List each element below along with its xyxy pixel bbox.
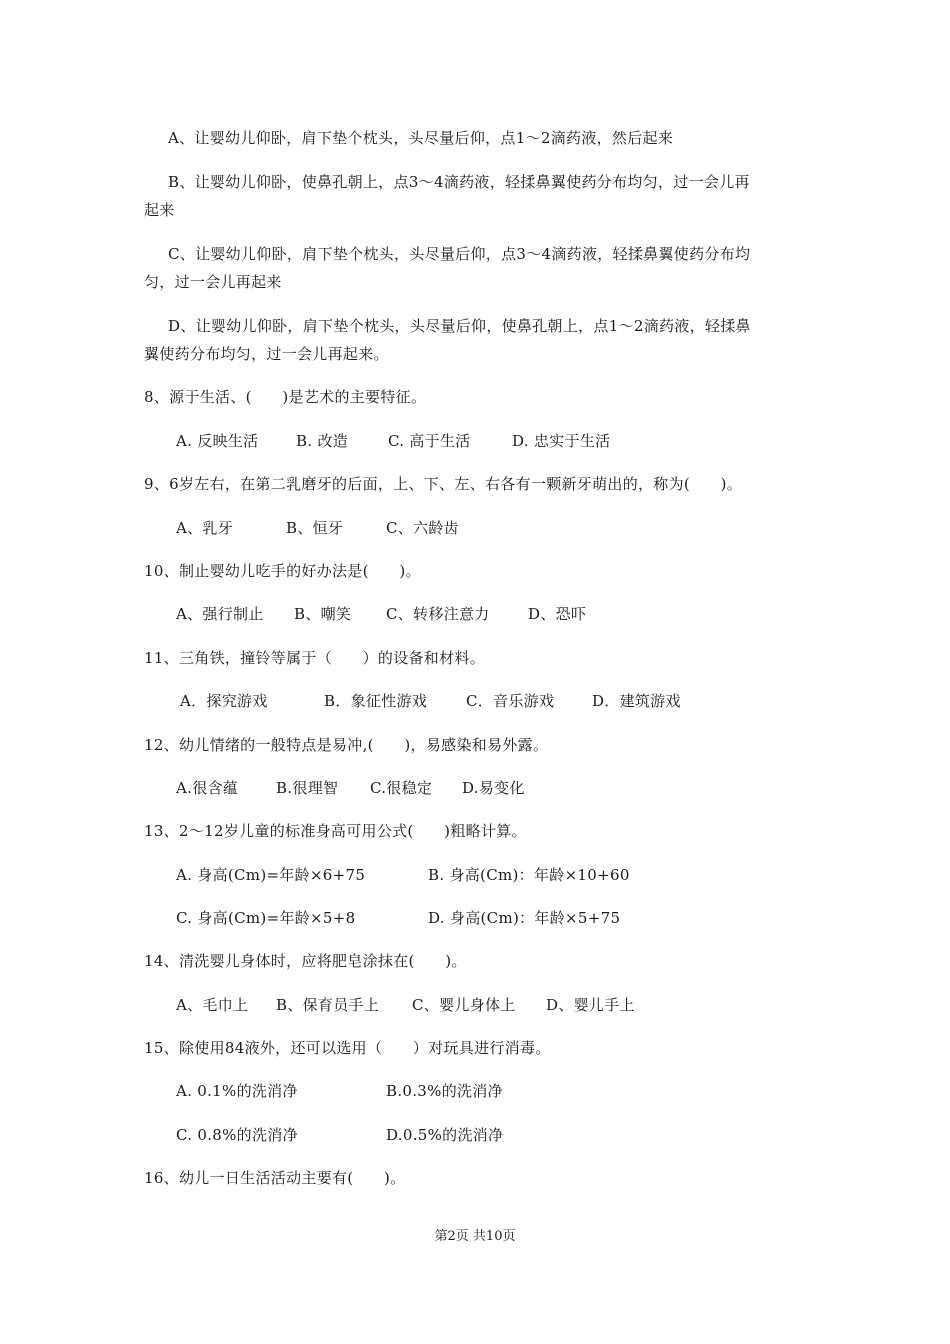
question-10-stem: 10、制止婴幼儿吃手的好办法是( )。: [144, 562, 421, 580]
question-14-option-c: C、婴儿身体上: [412, 996, 516, 1014]
question-8-option-c: C. 高于生活: [388, 432, 471, 450]
question-12-option-d: D.易变化: [462, 779, 525, 797]
question-11-option-d: D．建筑游戏: [592, 692, 681, 710]
question-11-option-b: B．象征性游戏: [324, 692, 428, 710]
question-13-option-a: A. 身高(Cm)=年龄×6+75: [176, 866, 366, 884]
page-number-footer: 第2页 共10页: [434, 1229, 516, 1244]
question-11-option-c: C．音乐游戏: [466, 692, 555, 710]
q7-option-d-continued: 翼使药分布均匀，过一会儿再起来。: [144, 345, 389, 363]
question-13-stem: 13、2～12岁儿童的标准身高可用公式( )粗略计算。: [144, 822, 527, 840]
question-11-stem: 11、三角铁，撞铃等属于（ ）的设备和材料。: [144, 649, 485, 667]
question-10-option-b: B、嘲笑: [294, 605, 352, 623]
q7-option-b-continued: 起来: [144, 201, 175, 219]
question-9-option-a: A、乳牙: [176, 519, 234, 537]
question-15-option-d: D.0.5%的洗消净: [386, 1126, 504, 1144]
question-15-option-b: B.0.3%的洗消净: [386, 1082, 503, 1100]
question-10-option-a: A、强行制止: [176, 605, 264, 623]
q7-option-d: D、让婴幼儿仰卧，肩下垫个枕头，头尽量后仰，使鼻孔朝上，点1～2滴药液，轻揉鼻: [168, 317, 751, 335]
question-10-option-d: D、恐吓: [528, 605, 587, 623]
question-8-stem: 8、源于生活、( )是艺术的主要特征。: [144, 388, 427, 406]
question-11-option-a: A．探究游戏: [180, 692, 268, 710]
question-12-option-c: C.很稳定: [370, 779, 433, 797]
q7-option-c: C、让婴幼儿仰卧，肩下垫个枕头，头尽量后仰，点3～4滴药液，轻揉鼻翼使药分布均: [168, 245, 751, 263]
question-14-stem: 14、清洗婴儿身体时，应将肥皂涂抹在( )。: [144, 952, 467, 970]
question-8-option-b: B. 改造: [296, 432, 349, 450]
question-8-option-a: A. 反映生活: [176, 432, 259, 450]
question-13-option-d: D. 身高(Cm)：年龄×5+75: [428, 909, 621, 927]
question-12-option-a: A.很含蕴: [176, 779, 239, 797]
question-13-option-b: B. 身高(Cm)：年龄×10+60: [428, 866, 630, 884]
question-10-option-c: C、转移注意力: [386, 605, 490, 623]
question-8-option-d: D. 忠实于生活: [512, 432, 611, 450]
q7-option-b: B、让婴幼儿仰卧，使鼻孔朝上，点3～4滴药液，轻揉鼻翼使药分布均匀，过一会儿再: [168, 173, 750, 191]
question-9-option-b: B、恒牙: [286, 519, 344, 537]
question-9-option-c: C、六龄齿: [386, 519, 459, 537]
q7-option-a: A、让婴幼儿仰卧，肩下垫个枕头，头尽量后仰，点1～2滴药液，然后起来: [168, 129, 674, 147]
question-15-stem: 15、除使用84液外，还可以选用（ ）对玩具进行消毒。: [144, 1039, 551, 1057]
question-14-option-b: B、保育员手上: [276, 996, 380, 1014]
question-14-option-d: D、婴儿手上: [546, 996, 635, 1014]
q7-option-c-continued: 匀，过一会儿再起来: [144, 273, 282, 291]
question-16-stem: 16、幼儿一日生活活动主要有( )。: [144, 1169, 406, 1187]
question-12-stem: 12、幼儿情绪的一般特点是易冲,( )，易感染和易外露。: [144, 736, 549, 754]
question-15-option-a: A. 0.1%的洗消净: [176, 1082, 298, 1100]
question-9-stem: 9、6岁左右，在第二乳磨牙的后面，上、下、左、右各有一颗新牙萌出的，称为( )。: [144, 475, 743, 493]
question-15-option-c: C. 0.8%的洗消净: [176, 1126, 298, 1144]
question-12-option-b: B.很理智: [276, 779, 339, 797]
question-14-option-a: A、毛巾上: [176, 996, 249, 1014]
question-13-option-c: C. 身高(Cm)=年龄×5+8: [176, 909, 356, 927]
